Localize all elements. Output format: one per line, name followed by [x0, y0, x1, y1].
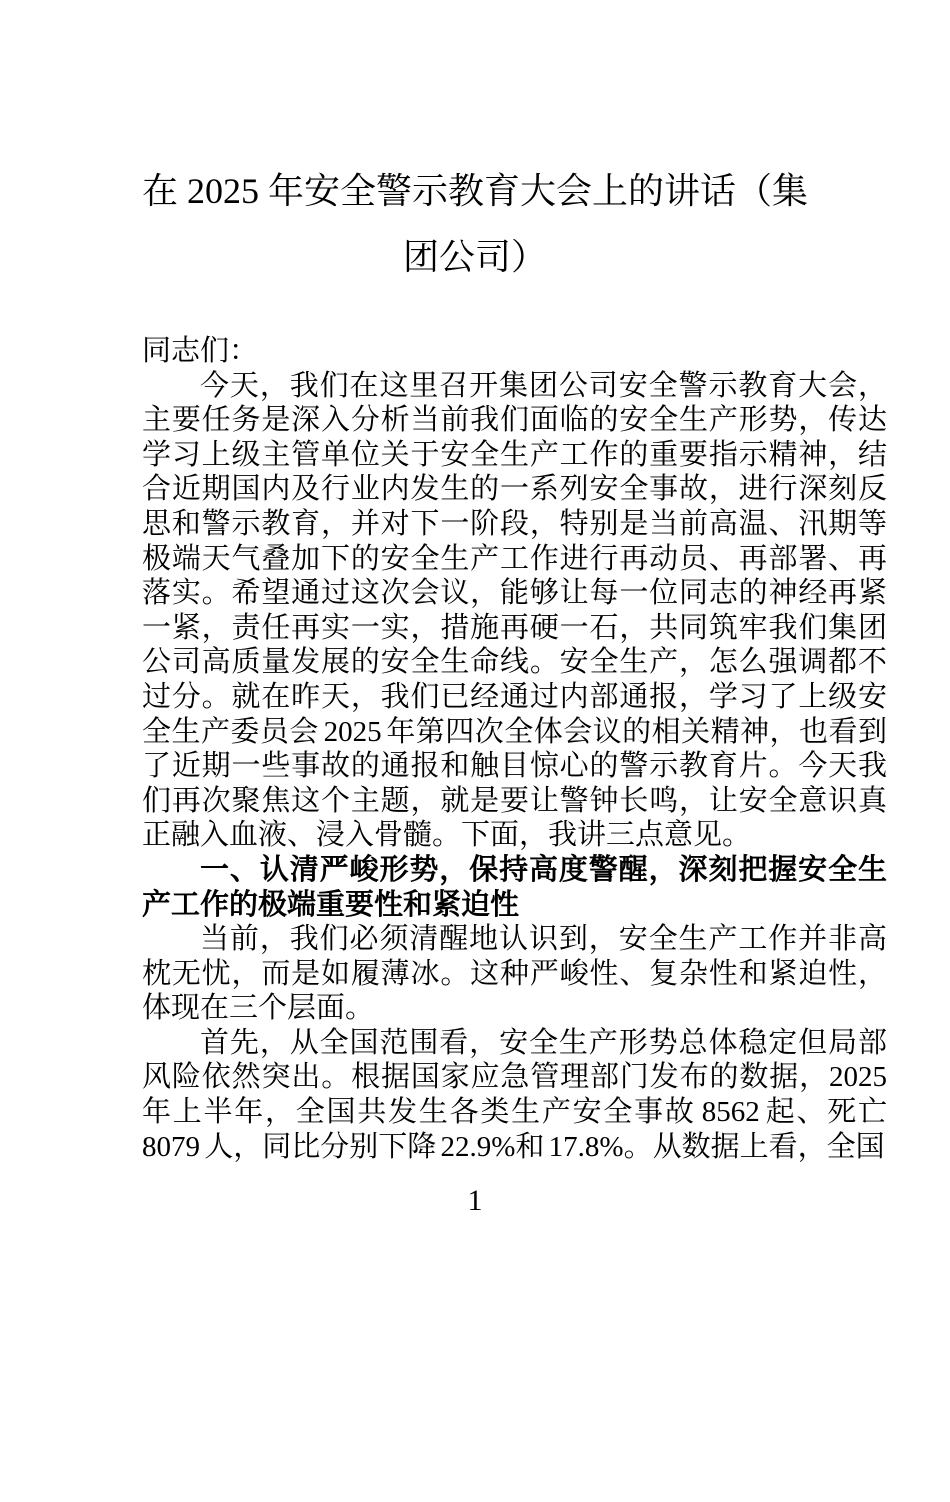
paragraph-national-statistics: 首先，从全国范围看，安全生产形势总体稳定但局部风险依然突出。根据国家应急管理部门发布的数据，2025 年上半年，全国共发生各类生产安全事故 8562 起、死亡 8079 人，同比分别下降 22.9%和 17.8%。从数据上看，全国 — [142, 1026, 887, 1163]
document-page — [0, 158, 950, 1502]
salutation-line: 同志们： — [142, 335, 259, 367]
document-title: 在 2025 年安全警示教育大会上的讲话（集团公司） — [141, 171, 808, 277]
paragraph-opening: 今天，我们在这里召开集团公司安全警示教育大会，主要任务是深入分析当前我们面临的安全生产形势，传达学习上级主管单位关于安全生产工作的重要指示精神，结合近期国内及行业内发生的一系列安全事故，进行深刻反思和警示教育，并对下一阶段，特别是当前高温、汛期等极端天气叠加下的安全生产工作进行再动员、再部署、再落实。希望通过这次会议，能够让每一位同志的神经再紧一紧，责任再实一实，措施再硬一石，共同筑牢我们集团公司高质量发展的安全生命线。安全生产，怎么强调都不过分。就在昨天，我们已经通过内部通报，学习了上级安全生产委员会 2025 年第四次全体会议的相关精神，也看到了近期一些事故的通报和触目惊心的警示教育片。今天我们再次聚焦这个主题，就是要让警钟长鸣，让安全意识真正融入血液、浸入骨髓。下面，我讲三点意见。 — [142, 369, 887, 852]
document-body — [142, 334, 887, 1164]
paragraph-current-situation: 当前，我们必须清醒地认识到，安全生产工作并非高枕无忧，而是如履薄冰。这种严峻性、复杂性和紧迫性，体现在三个层面。 — [142, 923, 887, 1025]
section-heading-1: 一、认清严峻形势，保持高度警醒，深刻把握安全生产工作的极端重要性和紧迫性 — [142, 853, 887, 921]
page-number: 1 — [467, 1184, 483, 1218]
